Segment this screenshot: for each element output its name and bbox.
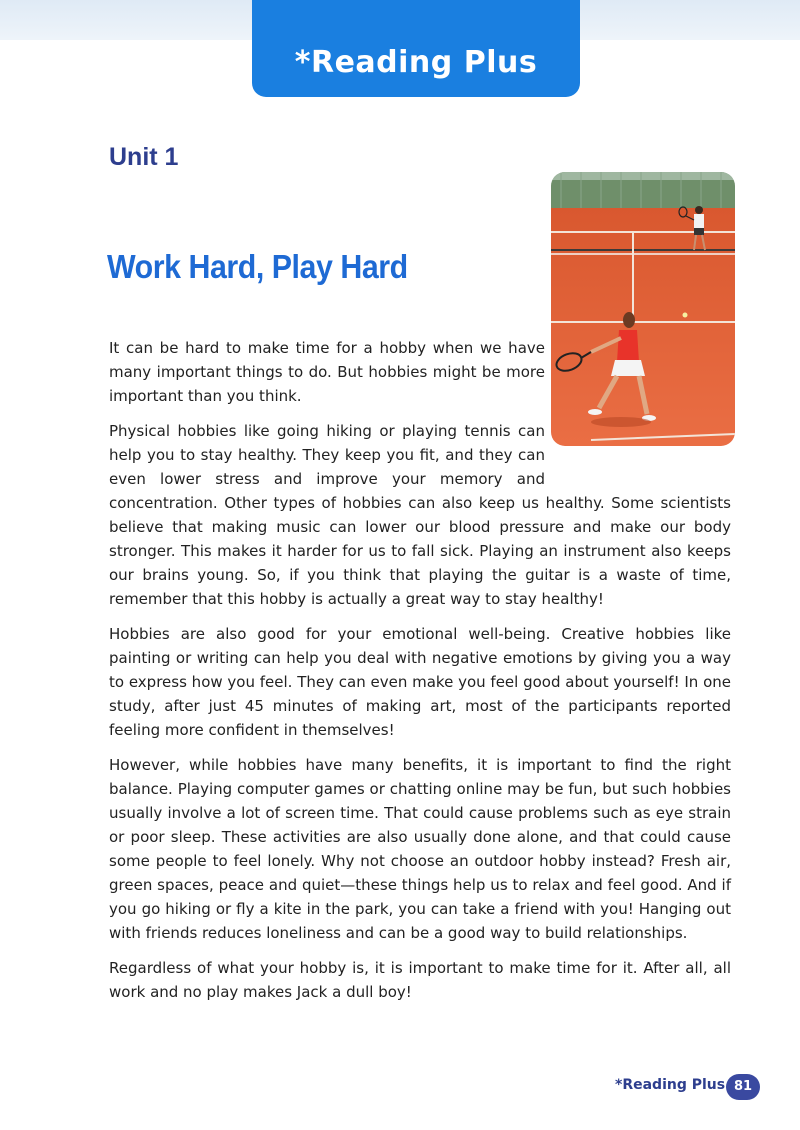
footer-label: *Reading Plus	[615, 1077, 726, 1093]
unit-label: Unit 1	[109, 143, 179, 171]
article-body	[109, 336, 731, 1015]
paragraph-1: It can be hard to make time for a hobby when we have many important things to do. But hobbies might be more important than you think.	[109, 339, 545, 405]
article-title: Work Hard, Play Hard	[107, 248, 408, 285]
paragraph-5: Regardless of what your hobby is, it is important to make time for it. After all, all work and no play makes Jack a dull boy!	[109, 959, 731, 1001]
section-banner: *Reading Plus	[252, 0, 580, 97]
page-number-badge: 81	[726, 1074, 760, 1100]
photo-spacer	[545, 336, 731, 468]
paragraph-2: Physical hobbies like going hiking or playing tennis can help you to stay healthy. They keep you fit, and they can even lower stress and improve your memory and concentration. Other types of hobbies can also keep us healthy. Some scientists believe that making music can lower our blood pressure and make our body stronger. This makes it harder for us to fall sick. Playing an instrument also keeps our brains young. So, if you think that playing the guitar is a waste of time, remember that this hobby is actually a great way to stay healthy!	[109, 422, 731, 608]
paragraph-4: However, while hobbies have many benefits, it is important to find the right balance. Playing computer games or chatting online may be fun, but such hobbies usually involve a lot of screen time. That could cause problems such as eye strain or poor sleep. These activities are also usually done alone, and that could cause some people to feel lonely. Why not choose an outdoor hobby instead? Fresh air, green spaces, peace and quiet—these things help us to relax and feel good. And if you go hiking or fly a kite in the park, you can take a friend with you! Hanging out with friends reduces loneliness and can be a good way to build relationships.	[109, 756, 731, 942]
paragraph-3: Hobbies are also good for your emotional well-being. Creative hobbies like painting or writing can help you deal with negative emotions by giving you a way to express how you feel. They can even make you feel good about yourself! In one study, after just 45 minutes of making art, most of the participants reported feeling more confident in themselves!	[109, 625, 731, 739]
